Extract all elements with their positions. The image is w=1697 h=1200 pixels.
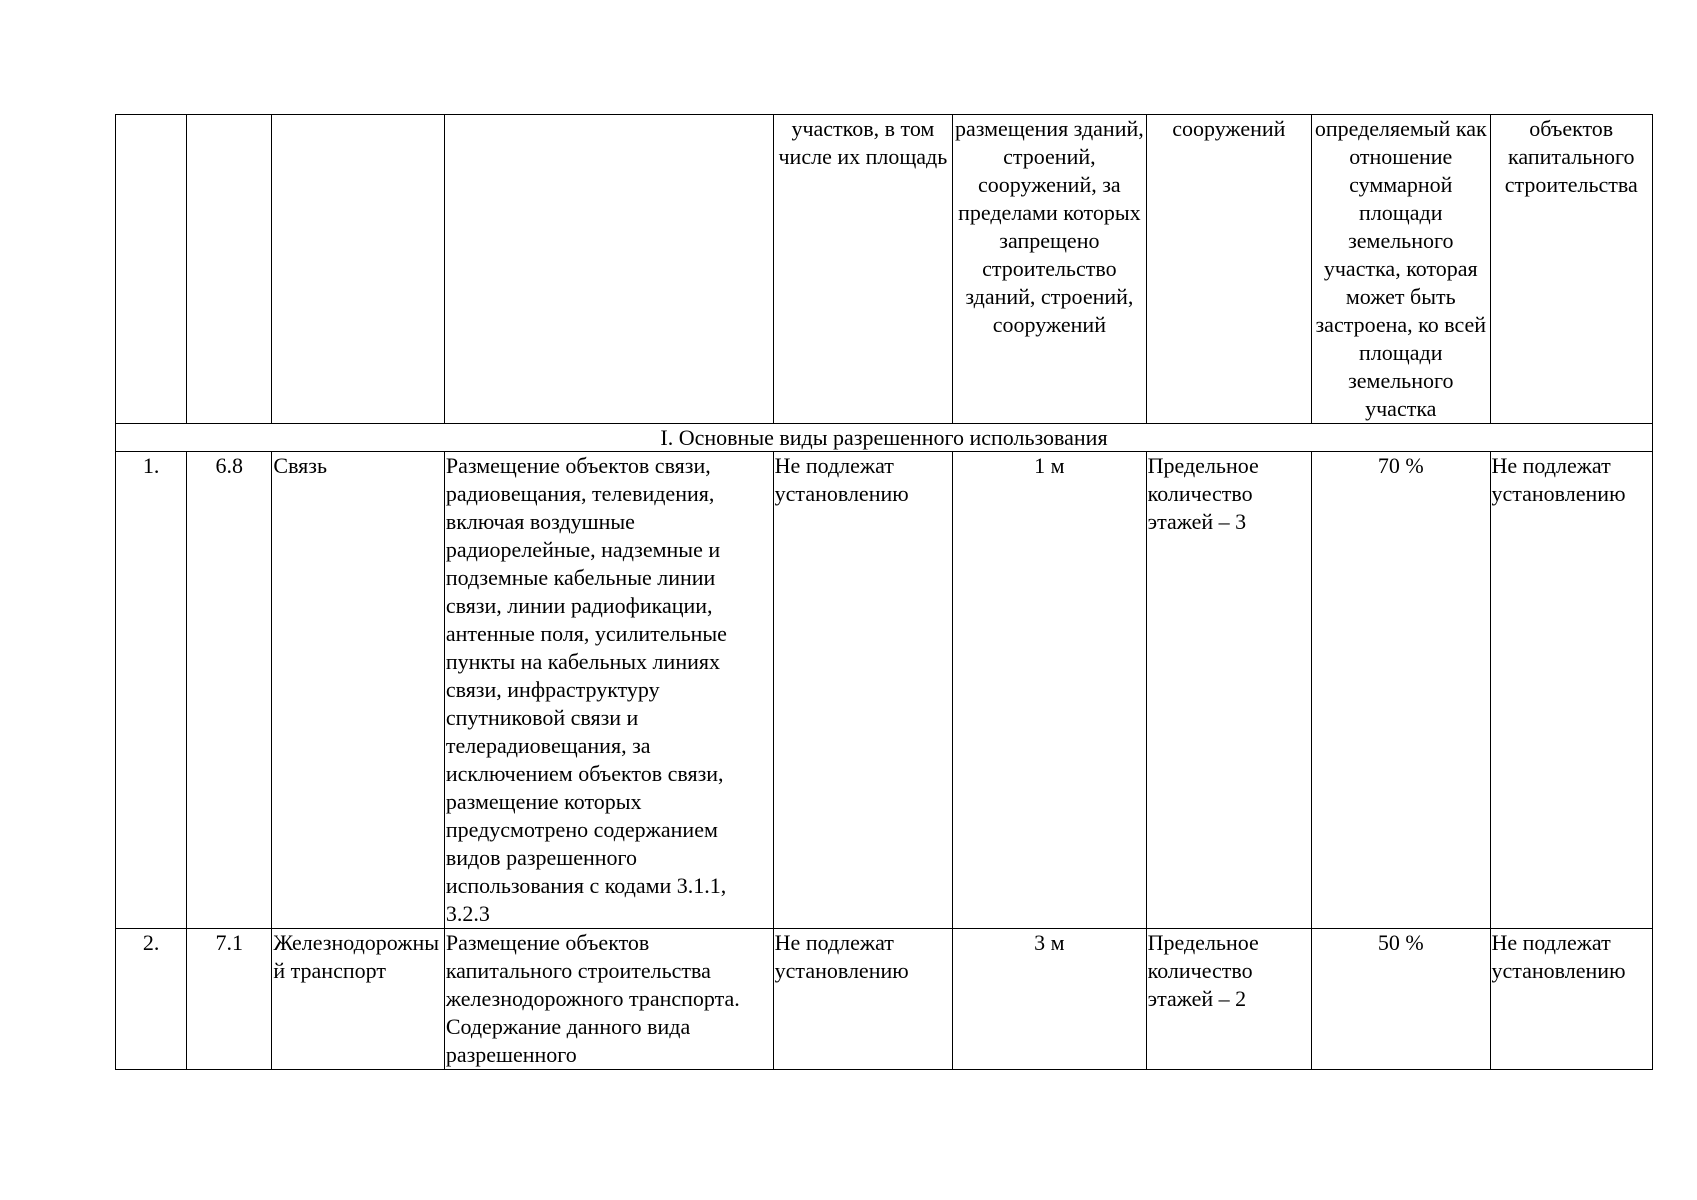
row-setback: 1 м: [953, 452, 1147, 929]
header-cell-code: [187, 115, 272, 424]
row-description: Размещение объектов связи, радиовещания, телевидения, включая воздушные радиорелейные, надземные и подземные кабельные линии связи, линии радиофикации, антенные поля, усилительные пункты на кабельных линиях связи, инфраструктуру спутниковой связи и телерадиовещания, за исключением объектов связи, размещение которых предусмотрено содержанием видов разрешенного использования с кодами 3.1.1, 3.2.3: [444, 452, 773, 929]
section-row: [116, 424, 1653, 452]
header-cell-name: [272, 115, 444, 424]
header-cell-number: [116, 115, 187, 424]
header-cell-description: [444, 115, 773, 424]
row-plot-size: Не подлежат установлению: [773, 452, 952, 929]
table-row: [116, 929, 1653, 1070]
section-title: I. Основные виды разрешенного использования: [116, 424, 1653, 452]
header-cell-floors: сооружений: [1146, 115, 1311, 424]
row-floors: Предельное количество этажей – 3: [1146, 452, 1311, 929]
row-number: 1.: [116, 452, 187, 929]
row-name: Связь: [272, 452, 444, 929]
row-floors: Предельное количество этажей – 2: [1146, 929, 1311, 1070]
row-code: 7.1: [187, 929, 272, 1070]
row-other: Не подлежат установлению: [1490, 452, 1653, 929]
row-coverage: 70 %: [1312, 452, 1490, 929]
table-header-row: [116, 115, 1653, 424]
row-number: 2.: [116, 929, 187, 1070]
row-name: Железнодорожный транспорт: [272, 929, 444, 1070]
row-plot-size: Не подлежат установлению: [773, 929, 952, 1070]
row-setback: 3 м: [953, 929, 1147, 1070]
row-description: Размещение объектов капитального строительства железнодорожного транспорта. Содержание данного вида разрешенного: [444, 929, 773, 1070]
row-coverage: 50 %: [1312, 929, 1490, 1070]
row-code: 6.8: [187, 452, 272, 929]
header-cell-other: объектов капитального строительства: [1490, 115, 1653, 424]
table-row: [116, 452, 1653, 929]
header-cell-plot-size: участков, в том числе их площадь: [773, 115, 952, 424]
header-cell-coverage: определяемый как отношение суммарной площади земельного участка, которая может быть застроена, ко всей площади земельного участка: [1312, 115, 1490, 424]
row-other: Не подлежат установлению: [1490, 929, 1653, 1070]
regulations-table: [115, 114, 1653, 1070]
header-cell-setback: размещения зданий, строений, сооружений, за пределами которых запрещено строительство зданий, строений, сооружений: [953, 115, 1147, 424]
